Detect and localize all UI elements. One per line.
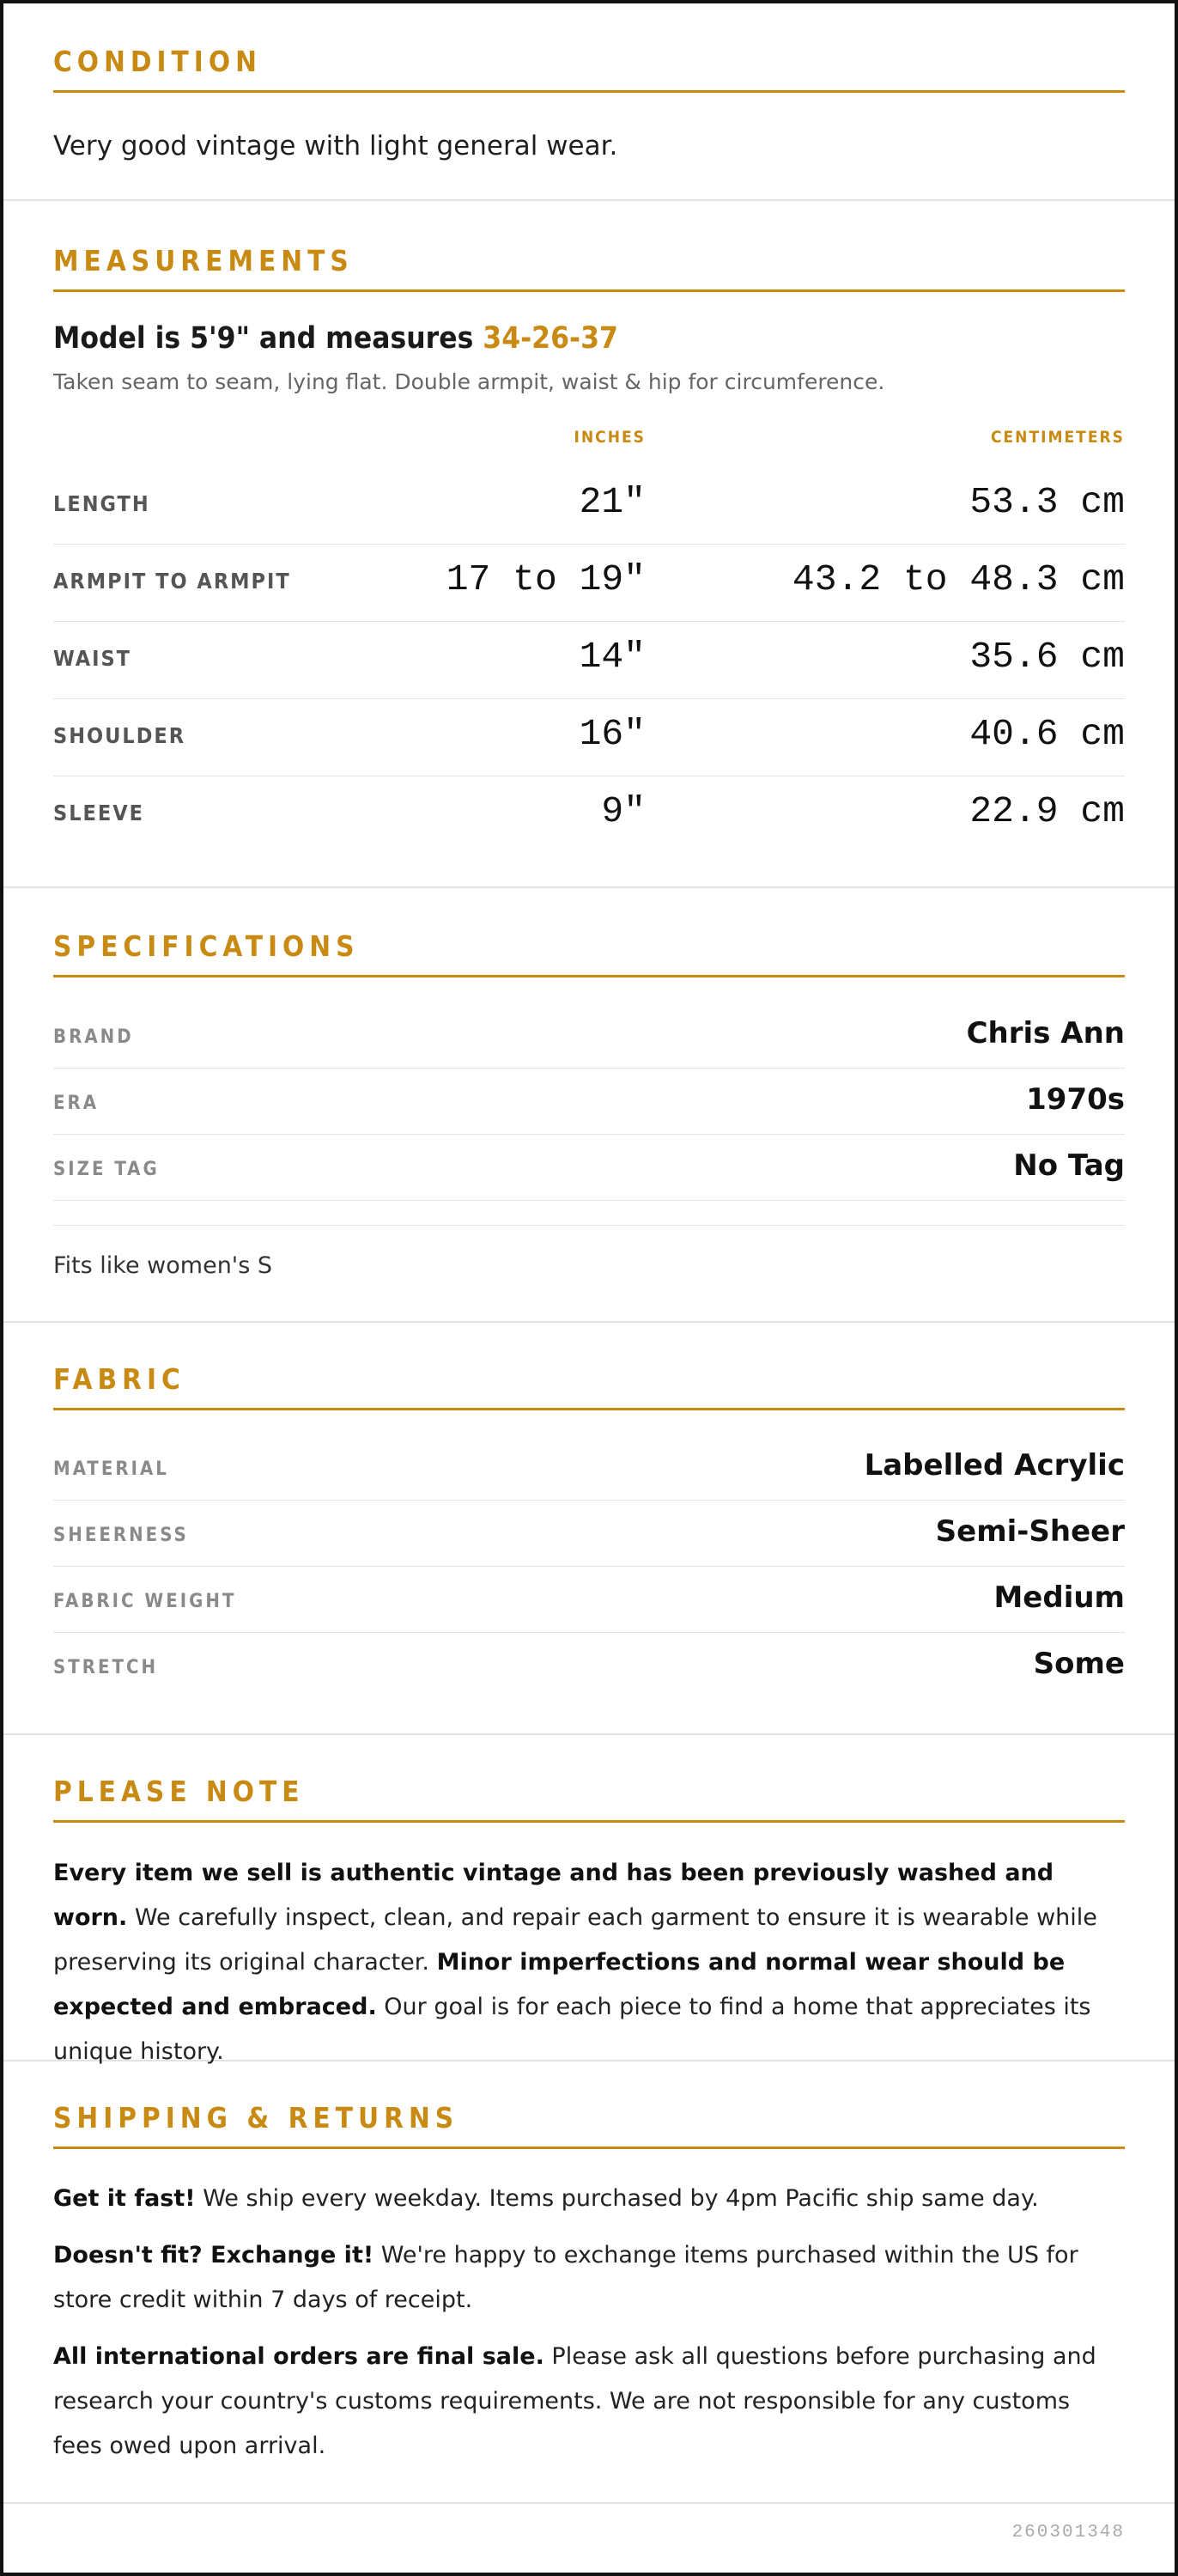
condition-text: Very good vintage with light general wear.: [53, 131, 618, 161]
model-info: [53, 321, 618, 356]
fabric-label: SHEERNESS: [53, 1525, 189, 1546]
measurement-cm: 40.6 cm: [969, 713, 1125, 755]
measurement-inches: 17 to 19": [446, 558, 646, 600]
measurement-inches: 9": [601, 790, 646, 832]
measurement-label: LENGTH: [53, 491, 150, 516]
col-head-inches: INCHES: [574, 428, 646, 447]
measurement-cm: 22.9 cm: [969, 790, 1125, 832]
fabric-value: Some: [1033, 1647, 1125, 1681]
measurement-inches: 16": [579, 713, 646, 755]
measurement-row: [53, 545, 1125, 622]
specifications-title: SPECIFICATIONS: [53, 929, 1125, 977]
measurement-cm: 43.2 to 48.3 cm: [792, 558, 1125, 600]
model-prefix: Model is 5'9" and measures: [53, 321, 483, 356]
shipping-paragraph-1: [53, 2177, 1125, 2221]
spec-value: Chris Ann: [966, 1016, 1125, 1050]
shipping-bold-2: Doesn't fit? Exchange it!: [53, 2242, 374, 2268]
fabric-label: MATERIAL: [53, 1459, 169, 1480]
fabric-label: STRETCH: [53, 1657, 159, 1678]
shipping-bold-1: Get it fast!: [53, 2185, 196, 2212]
shipping-text-1: We ship every weekday. Items purchased by 4pm Pacific ship same day.: [195, 2185, 1039, 2212]
measurement-cm: 53.3 cm: [969, 481, 1125, 523]
fabric-value: Semi-Sheer: [935, 1514, 1125, 1549]
fabric-row: [53, 1434, 1125, 1501]
measurement-label: SHOULDER: [53, 723, 186, 748]
measurement-inches: 14": [579, 636, 646, 678]
spec-divider: [53, 1225, 1125, 1226]
fabric-value: Labelled Acrylic: [864, 1448, 1125, 1483]
fabric-label: FABRIC WEIGHT: [53, 1591, 237, 1612]
measurement-cm: 35.6 cm: [969, 636, 1125, 678]
fabric-title: FABRIC: [53, 1362, 1125, 1410]
measurement-row: [53, 776, 1125, 854]
fabric-value: Medium: [993, 1580, 1125, 1615]
shipping-paragraph-3: [53, 2335, 1125, 2469]
measurement-label: ARMPIT TO ARMPIT: [53, 569, 291, 594]
please-note-bold-1: Every item we sell is authentic vintage and has been previously washed and worn.: [53, 1860, 1054, 1931]
col-head-centimeters: CENTIMETERS: [990, 428, 1125, 447]
please-note-title: PLEASE NOTE: [53, 1775, 1125, 1823]
spec-label: SIZE TAG: [53, 1159, 160, 1180]
spec-value: 1970s: [1026, 1082, 1125, 1117]
please-note-text-2: Our goal is for each piece to find a home that appreciates its unique history.: [53, 1994, 1091, 2065]
shipping-section: [3, 2061, 1175, 2504]
spec-row: [53, 1135, 1125, 1201]
shipping-bold-3: All international orders are final sale.: [53, 2343, 544, 2370]
fabric-section: [3, 1323, 1175, 1735]
measurements-section: [3, 201, 1175, 888]
shipping-paragraph-2: [53, 2233, 1125, 2323]
condition-section: [3, 3, 1175, 201]
fabric-row: [53, 1501, 1125, 1567]
measurement-row: [53, 699, 1125, 776]
please-note-bold-2: Minor imperfections and normal wear should be expected and embraced.: [53, 1949, 1066, 2020]
measurement-note: Taken seam to seam, lying flat. Double armpit, waist & hip for circumference.: [53, 369, 885, 394]
measurement-row: [53, 622, 1125, 699]
measurement-label: WAIST: [53, 646, 132, 671]
spec-label: ERA: [53, 1093, 100, 1114]
fabric-row: [53, 1633, 1125, 1699]
shipping-title: SHIPPING & RETURNS: [53, 2101, 1125, 2149]
fabric-row: [53, 1567, 1125, 1633]
condition-title: CONDITION: [53, 45, 1125, 93]
please-note-section: [3, 1735, 1175, 2065]
measurement-row: [53, 467, 1125, 545]
sku-number: 260301348: [1011, 2523, 1125, 2543]
shipping-text-2: We're happy to exchange items purchased within the US for store credit within 7 days of receipt.: [53, 2242, 1078, 2313]
fit-note: Fits like women's S: [53, 1252, 273, 1279]
please-note-text: [53, 1851, 1125, 2074]
model-measure: 34-26-37: [483, 321, 618, 356]
please-note-text-1: We carefully inspect, clean, and repair each garment to ensure it is wearable while preserving its original character.: [53, 1904, 1097, 1976]
spec-value: No Tag: [1013, 1148, 1125, 1183]
measurement-inches: 21": [579, 481, 646, 523]
specifications-section: [3, 888, 1175, 1323]
spec-row: [53, 1069, 1125, 1135]
shipping-text-3: Please ask all questions before purchasing and research your country's customs requirements. We are not responsible for any customs fees owed upon arrival.: [53, 2343, 1096, 2459]
spec-row: [53, 1002, 1125, 1069]
measurements-title: MEASUREMENTS: [53, 244, 1125, 292]
measurement-label: SLEEVE: [53, 801, 145, 825]
spec-label: BRAND: [53, 1026, 134, 1048]
